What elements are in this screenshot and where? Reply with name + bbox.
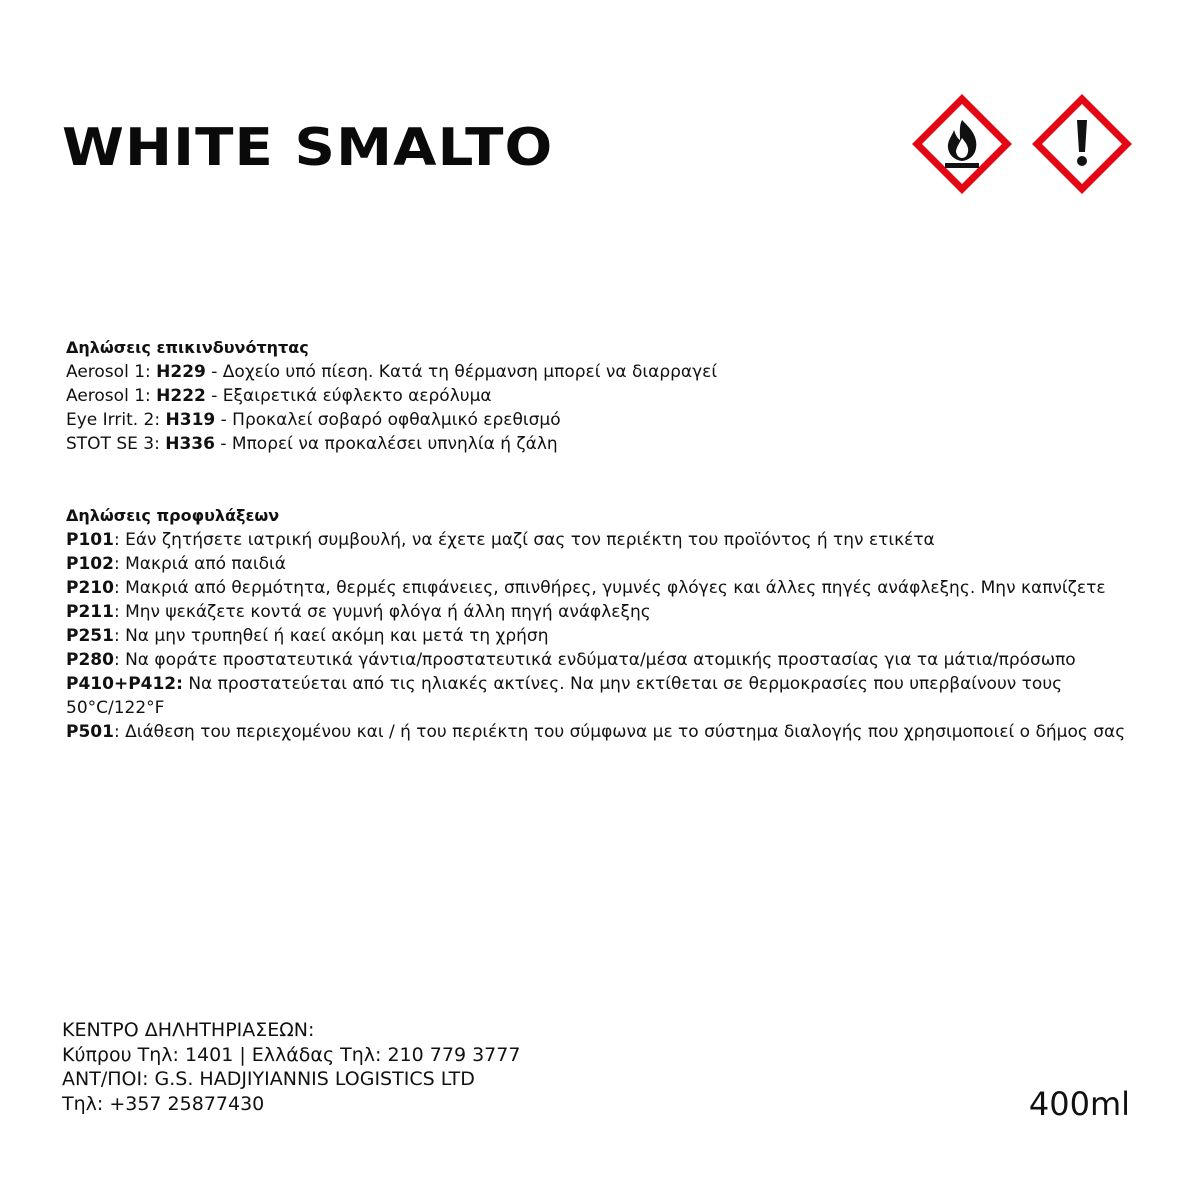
hazard-class: Aerosol 1: xyxy=(66,386,157,406)
hazard-statement xyxy=(66,384,1136,408)
hazard-statement xyxy=(66,432,1136,456)
precaution-statement xyxy=(66,528,1136,552)
precaution-statement xyxy=(66,720,1136,744)
exclamation-hazard-icon xyxy=(1032,94,1132,194)
precaution-statement xyxy=(66,600,1136,624)
volume-label: 400ml xyxy=(1028,1085,1130,1123)
footer-line: Τηλ: +357 25877430 xyxy=(62,1092,265,1115)
hazard-class: STOT SE 3: xyxy=(66,434,166,454)
hazard-code: H336 xyxy=(165,434,215,454)
precaution-text: : Μακριά από θερμότητα, θερμές επιφάνειες, σπινθήρες, γυμνές φλόγες και άλλες πηγές ανάφλεξης. Μην καπνίζετε xyxy=(113,578,1106,598)
hazard-text: - Εξαιρετικά εύφλεκτο αερόλυμα xyxy=(205,386,492,406)
precaution-statement xyxy=(66,624,1136,648)
hazard-code: H222 xyxy=(156,386,206,406)
precautionary-statements xyxy=(66,504,1136,744)
precaution-heading: Δηλώσεις προφυλάξεων xyxy=(66,506,280,525)
hazard-text: - Δοχείο υπό πίεση. Κατά τη θέρμανση μπορεί να διαρραγεί xyxy=(205,362,718,382)
precaution-text: : Διάθεση του περιεχομένου και / ή του περιέκτη του σύμφωνα με το σύστημα διαλογής που χρησιμοποιεί ο δήμος σας xyxy=(113,722,1126,742)
hazard-code: H229 xyxy=(156,362,206,382)
precaution-code: P410+P412: xyxy=(66,674,183,694)
hazard-class: Aerosol 1: xyxy=(66,362,157,382)
precaution-code: P251 xyxy=(66,626,114,646)
precaution-code: P101 xyxy=(66,530,114,550)
precaution-text: : Εάν ζητήσετε ιατρική συμβουλή, να έχετε μαζί σας τον περιέκτη του προϊόντος ή την ετικέτα xyxy=(113,530,935,550)
precaution-statement xyxy=(66,576,1136,600)
precaution-text: Να προστατεύεται από τις ηλιακές ακτίνες. Να μην εκτίθεται σε θερμοκρασίες που υπερβαίνουν τους 50°C/122°F xyxy=(66,674,1063,718)
precaution-text: : Μην ψεκάζετε κοντά σε γυμνή φλόγα ή άλλη πηγή ανάφλεξης xyxy=(113,602,651,622)
hazard-text: - Προκαλεί σοβαρό οφθαλμικό ερεθισμό xyxy=(215,410,561,430)
precaution-statement xyxy=(66,552,1136,576)
hazard-text: - Μπορεί να προκαλέσει υπνηλία ή ζάλη xyxy=(214,434,558,454)
precaution-code: P210 xyxy=(66,578,114,598)
hazard-pictograms xyxy=(912,94,1132,194)
hazard-class: Eye Irrit. 2: xyxy=(66,410,166,430)
hazard-statement xyxy=(66,408,1136,432)
precaution-code: P501 xyxy=(66,722,114,742)
flame-hazard-icon xyxy=(912,94,1012,194)
precaution-text: : Να φοράτε προστατευτικά γάντια/προστατευτικά ενδύματα/μέσα ατομικής προστασίας για τα μάτια/πρόσωπο xyxy=(113,650,1076,670)
hazard-code: H319 xyxy=(165,410,216,430)
precaution-statement xyxy=(66,672,1136,720)
precaution-text: : Μακριά από παιδιά xyxy=(113,554,286,574)
precaution-code: P211 xyxy=(66,602,114,622)
product-title: WHITE SMALTO xyxy=(62,118,554,178)
poison-center-info xyxy=(62,1018,520,1116)
precaution-code: P102 xyxy=(66,554,114,574)
footer-line: Κύπρου Τηλ: 1401 | Ελλάδας Τηλ: 210 779 3777 xyxy=(62,1043,521,1066)
hazard-statements xyxy=(66,336,1136,456)
footer-line: ΑΝΤ/ΠΟΙ: G.S. HADJIYIANNIS LOGISTICS LTD xyxy=(62,1068,475,1090)
precaution-statement xyxy=(66,648,1136,672)
precaution-code: P280 xyxy=(66,650,114,670)
footer-line: ΚΕΝΤΡΟ ΔΗΛΗΤΗΡΙΑΣΕΩΝ: xyxy=(62,1019,315,1041)
hazard-heading: Δηλώσεις επικινδυνότητας xyxy=(66,338,309,357)
precaution-text: : Να μην τρυπηθεί ή καεί ακόμη και μετά τη χρήση xyxy=(113,626,549,646)
hazard-statement xyxy=(66,360,1136,384)
